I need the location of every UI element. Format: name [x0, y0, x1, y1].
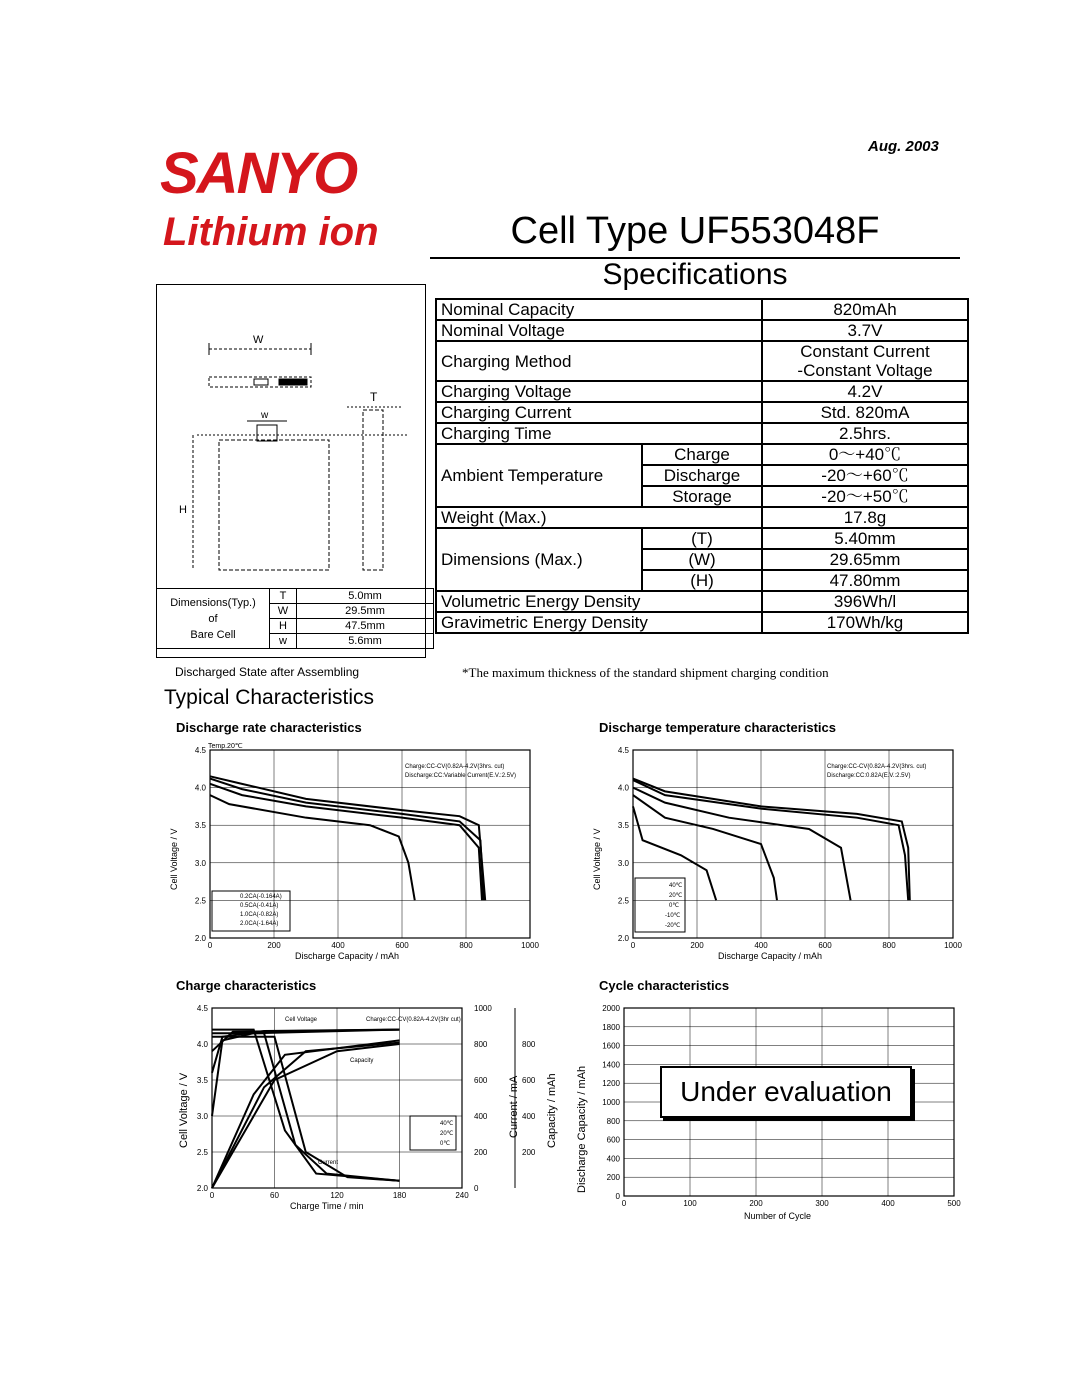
c2-ytick: 3.5	[617, 821, 629, 831]
c3-ytick: 4.0	[196, 1040, 208, 1049]
c1-ytick: 4.0	[194, 783, 206, 793]
c1-xtick: 400	[331, 941, 345, 950]
c3-y3tick: 400	[522, 1112, 536, 1121]
spec-row: -Constant Voltage	[436, 361, 968, 381]
svg-text:Temp.20℃: Temp.20℃	[208, 743, 243, 750]
c4-ytick: 600	[606, 1135, 620, 1145]
c1-xtick: 200	[267, 941, 281, 950]
svg-text:Charge:CC-CV(0.82A-4.2V(3hrs.: Charge:CC-CV(0.82A-4.2V(3hrs. cut)	[405, 764, 505, 770]
c4-xtick: 300	[815, 1199, 829, 1208]
svg-text:0.2CA(-0.164A): 0.2CA(-0.164A)	[240, 894, 282, 900]
c2-series-2	[633, 788, 851, 901]
specifications-title: Specifications	[602, 258, 788, 291]
c4-ytick: 400	[606, 1154, 620, 1164]
spec-row: Storage -20～+50℃	[436, 486, 968, 507]
chart1-ylabel: Cell Voltage / V	[169, 828, 179, 890]
h-label: H	[179, 504, 187, 516]
c4-ytick: 800	[606, 1116, 620, 1126]
c2-xtick: 400	[754, 941, 768, 950]
svg-text:0℃: 0℃	[440, 1141, 451, 1147]
c3-ytick: 2.0	[196, 1184, 208, 1193]
c1-ytick: 2.0	[194, 934, 206, 943]
drawing-caption: Discharged State after Assembling	[175, 665, 360, 679]
footnote: *The maximum thickness of the standard shipment charging condition	[462, 665, 829, 680]
under-evaluation-stamp: Under evaluation	[660, 1066, 912, 1118]
discharge-temp-chart	[583, 740, 983, 970]
spec-row: Charging Current Std. 820mA	[436, 402, 968, 423]
c3-ytick: 3.0	[196, 1112, 208, 1121]
c3-xtick: 180	[392, 1191, 407, 1200]
svg-text:20℃: 20℃	[440, 1131, 454, 1137]
c1-ytick: 4.5	[194, 746, 206, 755]
cell-outline-drawing	[157, 285, 425, 585]
c4-ytick: 2000	[602, 1004, 620, 1013]
c1-series-2	[210, 784, 482, 901]
chart4-ylabel: Discharge Capacity / mAh	[576, 1065, 588, 1193]
c3-y2tick: 200	[474, 1148, 488, 1157]
c3-y2tick: 1000	[474, 1004, 492, 1013]
c1-xtick: 1000	[521, 941, 539, 950]
spec-row: Charging Method Constant Current	[436, 341, 968, 361]
c3-y2tick: 600	[474, 1076, 488, 1085]
c1-xtick: 0	[207, 941, 213, 950]
c2-ytick: 4.0	[617, 783, 629, 793]
svg-text:Capacity: Capacity	[350, 1058, 374, 1064]
c2-ytick: 2.5	[617, 896, 629, 906]
spec-row: (W) 29.65mm	[436, 549, 968, 570]
spec-row: Dimensions (Max.) (T) 5.40mm	[436, 528, 968, 549]
svg-text:1.0CA(-0.82A): 1.0CA(-0.82A)	[240, 912, 279, 918]
svg-text:-10℃: -10℃	[665, 913, 681, 919]
c2-xtick: 1000	[944, 941, 962, 950]
c3-xtick: 60	[270, 1191, 279, 1200]
c2-xtick: 600	[818, 941, 832, 950]
charge-chart	[160, 998, 570, 1218]
c4-ytick: 0	[615, 1192, 620, 1201]
svg-text:Charge:CC-CV(0.82A-4.2V(3hrs.: Charge:CC-CV(0.82A-4.2V(3hrs. cut)	[827, 764, 927, 770]
chart1-title: Discharge rate characteristics	[176, 720, 362, 735]
spec-row: Weight (Max.) 17.8g	[436, 507, 968, 528]
c4-ytick: 1200	[602, 1079, 620, 1089]
date: Aug. 2003	[868, 138, 939, 155]
c1-ytick: 3.5	[194, 821, 206, 831]
discharge-rate-chart	[160, 740, 560, 970]
c3-ytick: 3.5	[196, 1076, 208, 1085]
spec-table	[435, 298, 969, 634]
c1-xtick: 800	[459, 941, 473, 950]
chart3-ylabel2: Current / mA	[508, 1075, 520, 1138]
svg-text:Discharge:CC:0.82A(E.V.:2.5V): Discharge:CC:0.82A(E.V.:2.5V)	[827, 773, 911, 779]
chart3-title: Charge characteristics	[176, 978, 317, 993]
chart4-xlabel: Number of Cycle	[744, 1211, 812, 1221]
spec-row: Charging Voltage 4.2V	[436, 381, 968, 402]
dim-table-title: Dimensions(Typ.) of Bare Cell	[157, 589, 270, 649]
c2-series-3	[633, 795, 777, 900]
svg-text:Charge:CC-CV(0.82A-4.2V(3hr cu: Charge:CC-CV(0.82A-4.2V(3hr cut)	[366, 1017, 461, 1023]
c4-xtick: 400	[881, 1199, 895, 1208]
c4-xtick: 500	[947, 1199, 961, 1208]
spec-row: (H) 47.80mm	[436, 570, 968, 591]
c4-xtick: 0	[621, 1199, 627, 1208]
svg-text:Cell Voltage: Cell Voltage	[285, 1017, 318, 1023]
chart2-xlabel: Discharge Capacity / mAh	[718, 951, 823, 961]
c1-ytick: 3.0	[194, 858, 206, 868]
cell-type-title: Cell Type UF553048F	[430, 210, 960, 259]
c3-y2tick: 800	[474, 1040, 488, 1049]
spec-row: Nominal Voltage 3.7V	[436, 320, 968, 341]
spec-row: Ambient Temperature Charge 0～+40℃	[436, 444, 968, 465]
svg-text:Discharge:CC:Variable Current(: Discharge:CC:Variable Current(E.V.:2.5V)	[405, 773, 517, 779]
c3-y3tick: 600	[522, 1076, 536, 1085]
chart3-xlabel: Charge Time / min	[290, 1201, 364, 1211]
svg-text:0℃: 0℃	[669, 903, 680, 909]
c1-xtick: 600	[395, 941, 409, 950]
spec-row: Volumetric Energy Density 396Wh/l	[436, 591, 968, 612]
c4-ytick: 1600	[602, 1041, 620, 1051]
svg-text:Current: Current	[318, 1160, 339, 1166]
t-label: T	[370, 390, 378, 404]
spec-row: Discharge -20～+60℃	[436, 465, 968, 486]
chart3-ylabel3: Capacity / mAh	[546, 1073, 558, 1148]
svg-text:-20℃: -20℃	[665, 923, 681, 929]
c3-series-7	[212, 1043, 400, 1188]
svg-text:40℃: 40℃	[440, 1121, 454, 1127]
c2-xtick: 800	[882, 941, 896, 950]
c3-y2tick: 400	[474, 1112, 488, 1121]
svg-text:20℃: 20℃	[669, 893, 683, 899]
c2-ytick: 3.0	[617, 858, 629, 868]
c3-ytick: 2.5	[196, 1148, 208, 1157]
c4-ytick: 200	[606, 1173, 620, 1183]
chart2-title: Discharge temperature characteristics	[599, 720, 837, 735]
typical-characteristics-title: Typical Characteristics	[164, 686, 375, 709]
c4-xtick: 200	[749, 1199, 763, 1208]
spec-row: Charging Time 2.5hrs.	[436, 423, 968, 444]
c4-ytick: 1800	[602, 1022, 620, 1032]
bare-cell-dimensions-table: Dimensions(Typ.) of Bare Cell T 5.0mm W 29.5mm H 47.5mm w 5.6mm	[156, 588, 434, 649]
c3-ytick: 4.5	[196, 1004, 208, 1013]
svg-text:40℃: 40℃	[669, 883, 683, 889]
c3-xtick: 240	[455, 1191, 469, 1200]
chart1-xlabel: Discharge Capacity / mAh	[295, 951, 400, 961]
c3-y3tick: 200	[522, 1148, 536, 1157]
c3-xtick: 0	[209, 1191, 215, 1200]
chart2-ylabel: Cell Voltage / V	[592, 828, 602, 890]
spec-row: Gravimetric Energy Density 170Wh/kg	[436, 612, 968, 633]
spec-row: Nominal Capacity 820mAh	[436, 299, 968, 320]
c3-series-0	[212, 1030, 400, 1116]
sanyo-logo: SANYO	[160, 141, 357, 206]
w-label: W	[253, 334, 264, 346]
c4-xtick: 100	[683, 1199, 697, 1208]
c2-xtick: 200	[690, 941, 704, 950]
svg-text:0.5CA(-0.41A): 0.5CA(-0.41A)	[240, 903, 279, 909]
c3-y3tick: 800	[522, 1040, 536, 1049]
chart4-title: Cycle characteristics	[599, 978, 730, 993]
c1-series-0	[210, 776, 485, 900]
chart3-ylabel: Cell Voltage / V	[178, 1072, 190, 1148]
svg-text:2.0CA(-1.64A): 2.0CA(-1.64A)	[240, 921, 279, 927]
c2-xtick: 0	[630, 941, 636, 950]
c1-ytick: 2.5	[194, 896, 206, 906]
c2-ytick: 4.5	[617, 746, 629, 755]
c4-ytick: 1400	[602, 1060, 620, 1070]
c2-ytick: 2.0	[617, 934, 629, 943]
c3-xtick: 120	[330, 1191, 344, 1200]
lithium-ion-logo: Lithium ion	[163, 210, 379, 254]
w-small-label: w	[261, 410, 269, 421]
c3-y2tick: 0	[474, 1184, 479, 1193]
c4-ytick: 1000	[602, 1098, 620, 1107]
